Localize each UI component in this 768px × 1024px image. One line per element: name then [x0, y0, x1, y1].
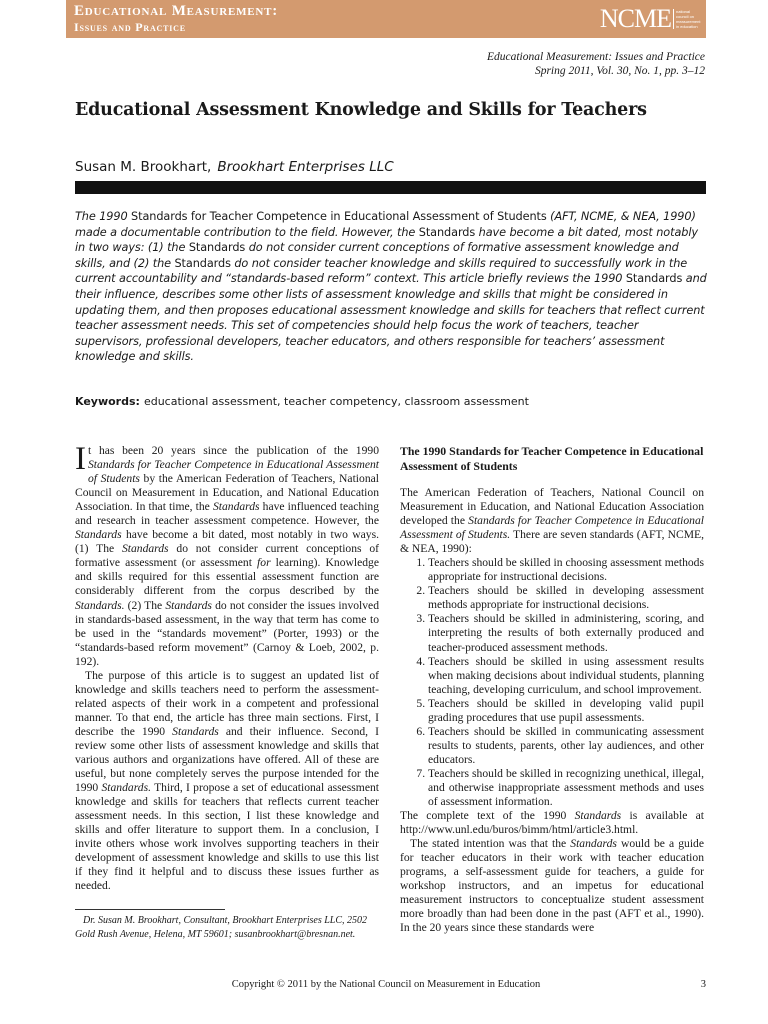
abstract-standards: Standards — [174, 256, 231, 270]
keywords — [75, 395, 529, 408]
text-run: t has been 20 years since the publication of the 1990 — [88, 444, 379, 457]
text-run: The American Federation of Teachers, National Council on Measurement in Education, and National Education Association developed the — [400, 486, 704, 528]
journal-name-line2: Issues and Practice — [74, 20, 186, 34]
abstract-standards: Standards — [418, 225, 476, 239]
body-paragraph — [75, 669, 379, 894]
standard-item: 5. Teachers should be skilled in developing valid pupil grading procedures that use pupil assessments. — [428, 697, 704, 725]
text-run: do not consider current conceptions of formative assessment (or assessment — [75, 542, 379, 570]
text-run: learning). Knowledge and skills required for this essential assessment function are considerably different from the corpus described by the — [75, 556, 379, 598]
text-run: Standards — [121, 542, 169, 556]
dropcap: I — [75, 441, 86, 477]
logo-letters: NCME — [599, 4, 671, 33]
body-paragraph — [75, 441, 380, 669]
standard-item: 4. Teachers should be skilled in using assessment results when making decisions about individual students, planning teaching, developing curriculum, and school improvement. — [428, 655, 704, 697]
abstract-standards: Standards — [625, 272, 683, 286]
text-run: Standards — [165, 598, 212, 612]
text-run: Standards — [172, 724, 219, 738]
section-heading: The 1990 Standards for Teacher Competence in Educational Assessment of Students — [400, 444, 704, 473]
ncme-logo — [600, 3, 700, 35]
standard-item: 3. Teachers should be skilled in administering, scoring, and interpreting the results of both externally produced and teacher-produced assessment methods. — [428, 612, 704, 654]
author-affiliation: Brookhart Enterprises LLC — [217, 159, 394, 175]
author-line — [75, 159, 394, 175]
citation-issue: Spring 2011, Vol. 30, No. 1, pp. 3–12 — [534, 65, 705, 77]
article-title: Educational Assessment Knowledge and Skills for Teachers — [75, 100, 647, 120]
text-run: by the American Federation of Teachers, National Council on Measurement in Education, and National Education Association. In that time, the — [75, 472, 379, 514]
text-run: Third, I propose a set of educational assessment knowledge and skills for teachers that reflects current teacher assessment needs. In this section, I list these knowledge and skills and offer literature to support them. In a conclusion, I invite others whose work involves supporting teachers in their development of assessment knowledge and skills to use this list if they find it helpful and to discuss these issues further as needed. — [75, 781, 379, 893]
text-run: The purpose of this article is to suggest an updated list of knowledge and skills teachers need to perform the assessment-related aspects of their work in a competent and professional manner. To that end, the article has three main sections. First, I describe the 1990 — [75, 668, 379, 738]
text-run: The complete text of the 1990 — [400, 809, 575, 823]
body-column-left — [75, 441, 380, 894]
text-run: is available at http://www.unl.edu/buros/bimm/html/article3.html. — [400, 809, 704, 837]
text-run: Standards — [212, 500, 260, 514]
text-run: and their influence. Second, I review some other lists of assessment knowledge and skills that various authors and organizations have offered. All of these are useful, but none completely serves the purpose intended for the 1990 — [75, 724, 379, 795]
author-name: Susan M. Brookhart, — [75, 159, 212, 175]
abstract-standards: Standards — [131, 210, 188, 223]
standard-item: 7. Teachers should be skilled in recognizing unethical, illegal, and otherwise inappropriate assessment methods and uses of assessment information. — [428, 767, 704, 809]
text-run: do not consider the issues involved in standards-based assessment, in the way that term has come to be used in the “standards movement” (Porter, 1993) or the “standards-based reform movement” (Carnoy & Loeb, 2002, p. 192). — [75, 598, 379, 668]
author-footnote: Dr. Susan M. Brookhart, Consultant, Brookhart Enterprises LLC, 2502 Gold Rush Avenue, Helena, MT 59601; susanbrookhart@bresnan.net. — [75, 915, 367, 940]
title-rule — [75, 181, 706, 194]
abstract-text: have become a bit dated, most notably in two ways: (1) the — [75, 225, 698, 255]
text-run: Standards. — [75, 598, 125, 612]
text-run: Standards for Teacher Competence in Educational Assessment of Students — [88, 458, 379, 486]
body-paragraph — [400, 837, 704, 935]
text-run: Standards — [570, 837, 617, 851]
text-run: for — [257, 556, 271, 570]
text-run: have become a bit dated, most notably in two ways. (1) The — [75, 528, 379, 556]
text-run: Standards — [75, 528, 122, 542]
text-run: Standards for Teacher Competence in Educational Assessment of Students. — [400, 514, 704, 542]
abstract-text: do not consider teacher knowledge and skills required to successfully work in the current accountability and “standards-based reform” context. This article briefly reviews the 1990 — [75, 256, 688, 286]
keywords-values: educational assessment, teacher competency, classroom assessment — [143, 395, 529, 408]
standard-item: 1. Teachers should be skilled in choosing assessment methods appropriate for instructional decisions. — [428, 556, 704, 584]
standard-item: 6. Teachers should be skilled in communicating assessment results to students, parents, other lay audiences, and other educators. — [428, 725, 704, 767]
page-number: 3 — [700, 979, 706, 990]
abstract-text: (AFT, NCME, & NEA, 1990) made a documentable contribution to the field. However, the — [75, 210, 696, 239]
text-run: Standards. — [101, 781, 151, 795]
abstract-text: do not consider current conceptions of formative assessment knowledge and skills, and (2) the — [75, 241, 679, 270]
abstract-standards: Standards — [188, 241, 246, 255]
abstract-text: The 1990 — [75, 210, 132, 223]
abstract-text: for Teacher Competence in Educational Assessment of Students — [187, 210, 547, 223]
keywords-label: Keywords: — [75, 395, 140, 408]
body-paragraph — [400, 486, 704, 556]
logo-subtext: national council on measurement in education — [673, 9, 700, 29]
journal-banner — [66, 0, 706, 38]
text-run: Standards — [574, 809, 622, 823]
body-paragraph — [400, 809, 704, 837]
text-run: would be a guide for teacher educators in their work with teacher education programs, a self-assessment guide for teachers, a guide for workshop instructors, and an impetus for educational measurement instructors to conceptualize student assessment more broadly than had been done in the past (AFT et al., 1990). In the 20 years since these standards were — [400, 837, 704, 935]
abstract — [75, 209, 707, 365]
footnote-rule — [75, 909, 225, 910]
citation-block — [487, 50, 705, 78]
text-run: There are seven standards (AFT, NCME, & NEA, 1990): — [400, 528, 704, 556]
text-run: have influenced teaching and research in teacher assessment competence. However, the — [75, 500, 380, 528]
text-run: The stated intention was that the — [410, 837, 571, 851]
standard-item: 2. Teachers should be skilled in developing assessment methods appropriate for instructional decisions. — [428, 584, 704, 612]
text-run: (2) The — [124, 598, 166, 612]
body-column-right — [400, 444, 704, 936]
abstract-text: and their influence, describes some other lists of assessment knowledge and skills that might be considered in updating them, and then proposes educational assessment knowledge and skills for teachers that reflect current teacher assessment needs. This set of competencies should help focus the work of teachers, teacher supervisors, professional developers, teacher educators, and others responsible for teachers’ assessment knowledge and skills. — [75, 272, 707, 364]
copyright-notice: Copyright © 2011 by the National Council on Measurement in Education — [231, 979, 541, 990]
standards-list — [400, 556, 704, 809]
citation-journal: Educational Measurement: Issues and Practice — [486, 51, 705, 63]
journal-name-line1: Educational Measurement: — [74, 3, 279, 19]
